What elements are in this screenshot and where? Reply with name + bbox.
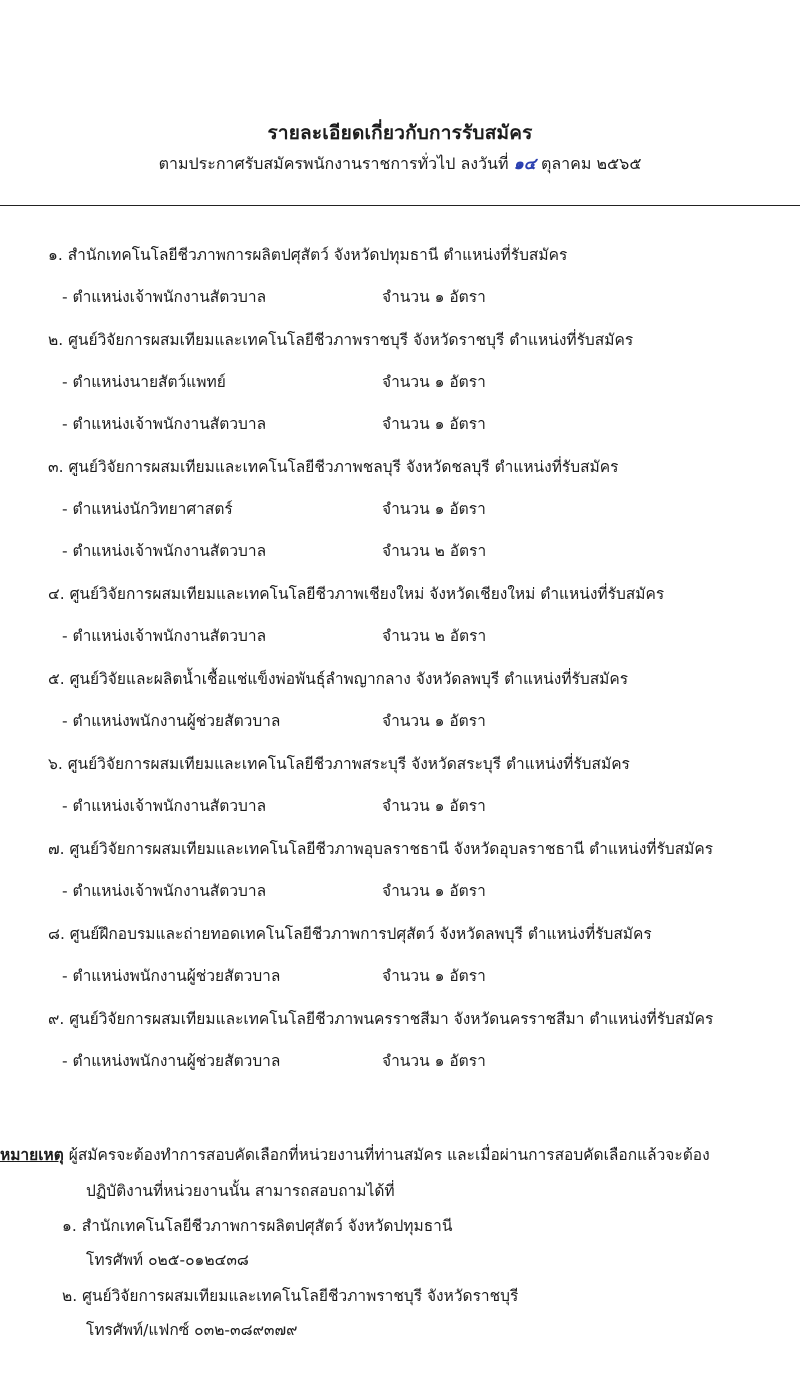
position-name: - ตำแหน่งเจ้าพนักงานสัตวบาล: [62, 627, 267, 645]
unit-heading: ๙. ศูนย์วิจัยการผสมเทียมและเทคโนโลยีชีวภาพนครราชสีมา จังหวัดนครราชสีมา ตำแหน่งที่รับสมัคร: [48, 1010, 714, 1028]
position-row: [0, 363, 800, 405]
position-count: จำนวน ๑ อัตรา: [382, 415, 486, 433]
position-row: [0, 957, 800, 999]
unit-heading: ๖. ศูนย์วิจัยการผสมเทียมและเทคโนโลยีชีวภาพสระบุรี จังหวัดสระบุรี ตำแหน่งที่รับสมัคร: [48, 755, 630, 773]
position-count: จำนวน ๑ อัตรา: [382, 967, 486, 985]
position-row: [0, 1042, 800, 1084]
contact-name: ๑. สำนักเทคโนโลยีชีวภาพการผลิตปศุสัตว์ จังหวัดปทุมธานี: [62, 1217, 453, 1235]
unit-item: [0, 321, 800, 447]
position-name: - ตำแหน่งเจ้าพนักงานสัตวบาล: [62, 882, 267, 900]
position-name: - ตำแหน่งพนักงานผู้ช่วยสัตวบาล: [62, 1052, 281, 1070]
position-name: - ตำแหน่งพนักงานผู้ช่วยสัตวบาล: [62, 967, 281, 985]
unit-item: [0, 915, 800, 999]
unit-item: [0, 448, 800, 574]
unit-heading: ๓. ศูนย์วิจัยการผสมเทียมและเทคโนโลยีชีวภาพชลบุรี จังหวัดชลบุรี ตำแหน่งที่รับสมัคร: [48, 458, 619, 476]
unit-item: [0, 1000, 800, 1084]
position-row: [0, 872, 800, 914]
position-count: จำนวน ๑ อัตรา: [382, 500, 486, 518]
document-title: รายละเอียดเกี่ยวกับการรับสมัคร: [267, 122, 533, 144]
position-row: [0, 617, 800, 659]
position-name: - ตำแหน่งเจ้าพนักงานสัตวบาล: [62, 415, 267, 433]
contact-phone: โทรศัพท์ ๐๒๕-๐๑๒๔๓๘: [86, 1251, 249, 1269]
unit-item: [0, 745, 800, 829]
position-row: [0, 532, 800, 574]
subtitle-suffix: ตุลาคม ๒๕๖๕: [540, 154, 642, 173]
unit-heading: ๒. ศูนย์วิจัยการผสมเทียมและเทคโนโลยีชีวภาพราชบุรี จังหวัดราชบุรี ตำแหน่งที่รับสมัคร: [48, 331, 634, 349]
position-name: - ตำแหน่งเจ้าพนักงานสัตวบาล: [62, 542, 267, 560]
position-name: - ตำแหน่งนักวิทยาศาสตร์: [62, 500, 233, 518]
position-name: - ตำแหน่งเจ้าพนักงานสัตวบาล: [62, 797, 267, 815]
contact-phone: โทรศัพท์/แฟกซ์ ๐๓๒-๓๘๙๓๗๙: [86, 1321, 298, 1339]
subtitle-handwritten-day: ๑๔: [513, 154, 536, 173]
position-name: - ตำแหน่งนายสัตว์แพทย์: [62, 373, 226, 391]
position-count: จำนวน ๑ อัตรา: [382, 882, 486, 900]
note-section: [0, 1138, 800, 1350]
contact-name: ๒. ศูนย์วิจัยการผสมเทียมและเทคโนโลยีชีวภาพราชบุรี จังหวัดราชบุรี: [62, 1287, 519, 1305]
position-row: [0, 405, 800, 447]
unit-heading: ๕. ศูนย์วิจัยและผลิตน้ำเชื้อแช่แข็งพ่อพันธุ์ลำพญากลาง จังหวัดลพบุรี ตำแหน่งที่รับสมัคร: [48, 670, 629, 688]
unit-heading: ๑. สำนักเทคโนโลยีชีวภาพการผลิตปศุสัตว์ จังหวัดปทุมธานี ตำแหน่งที่รับสมัคร: [48, 246, 568, 264]
note-second-line: ปฏิบัติงานที่หน่วยงานนั้น สามารถสอบถามได้ที่: [86, 1182, 395, 1200]
note-first-line: [0, 1138, 800, 1174]
position-row: [0, 278, 800, 320]
unit-heading: ๔. ศูนย์วิจัยการผสมเทียมและเทคโนโลยีชีวภาพเชียงใหม่ จังหวัดเชียงใหม่ ตำแหน่งที่รับสมัคร: [48, 585, 665, 603]
position-count: จำนวน ๒ อัตรา: [382, 542, 487, 560]
position-count: จำนวน ๑ อัตรา: [382, 373, 486, 391]
header-divider: [0, 205, 800, 206]
position-count: จำนวน ๑ อัตรา: [382, 797, 486, 815]
unit-item: [0, 830, 800, 914]
unit-list: [0, 236, 800, 1085]
position-count: จำนวน ๑ อัตรา: [382, 288, 486, 306]
position-count: จำนวน ๒ อัตรา: [382, 627, 487, 645]
subtitle-prefix: ตามประกาศรับสมัครพนักงานราชการทั่วไป ลงวันที่: [158, 154, 509, 173]
note-label: หมายเหตุ: [0, 1146, 64, 1164]
position-row: [0, 787, 800, 829]
unit-item: [0, 660, 800, 744]
unit-heading: ๗. ศูนย์วิจัยการผสมเทียมและเทคโนโลยีชีวภาพอุบลราชธานี จังหวัดอุบลราชธานี ตำแหน่งที่รับสมัคร: [48, 840, 714, 858]
unit-item: [0, 236, 800, 320]
position-name: - ตำแหน่งพนักงานผู้ช่วยสัตวบาล: [62, 712, 281, 730]
unit-item: [0, 575, 800, 659]
position-count: จำนวน ๑ อัตรา: [382, 712, 486, 730]
position-row: [0, 702, 800, 744]
unit-heading: ๘. ศูนย์ฝึกอบรมและถ่ายทอดเทคโนโลยีชีวภาพการปศุสัตว์ จังหวัดลพบุรี ตำแหน่งที่รับสมัคร: [48, 925, 652, 943]
position-row: [0, 490, 800, 532]
contact-item: [0, 1280, 800, 1350]
position-name: - ตำแหน่งเจ้าพนักงานสัตวบาล: [62, 288, 267, 306]
position-count: จำนวน ๑ อัตรา: [382, 1052, 486, 1070]
document-subtitle: [0, 152, 800, 177]
contact-item: [0, 1210, 800, 1280]
note-text: ผู้สมัครจะต้องทำการสอบคัดเลือกที่หน่วยงานที่ท่านสมัคร และเมื่อผ่านการสอบคัดเลือกแล้วจะต้อง: [68, 1146, 710, 1164]
